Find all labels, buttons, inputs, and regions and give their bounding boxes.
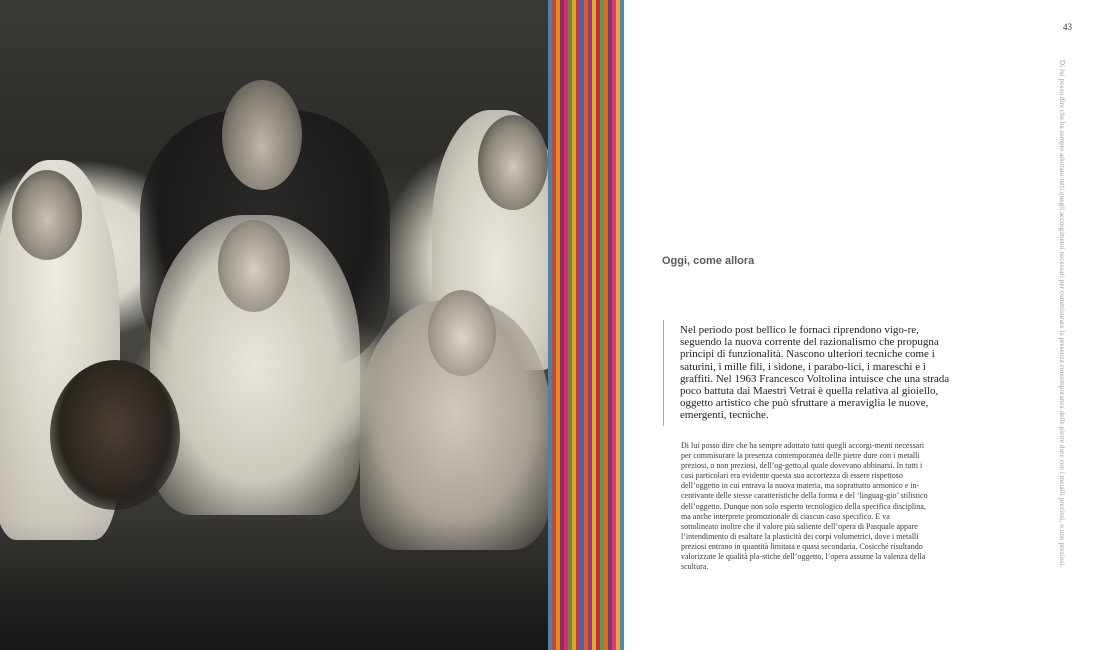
body-text: Di lui posso dire che ha sempre adottato tutti quegli accorgi-menti necessari per commisurare la presenza contemporanea delle pietre dure con i metalli preziosi, o non preziosi, dell’og-getto,al quale dovevano abbinarsi. In tutti i casi particolari era evidente questa sua accortezza di essere rispettoso dell’oggetto in cui entrava la nuova materia, ma soprattutto armonico e in-centivante delle stesse caratteristiche della forma e del ‘linguag-gio’ stilistico dell’oggetto. Dunque non solo esperto tecnologico della specifica disciplina, ma anche interprete promozionale di ciascun caso specifico. E va sottolineato inoltre che il valore più saliente dell’opera di Pasquale appare l’intendimento di esaltare la plasticità dei corpi volumetrici, dove i metalli preziosi entrano in quantità limitata e quasi secondaria. Cosicché risultando valorizzate le qualità pla-stiche dell’oggetto, l’opera assume la valenza della scultura. [681,441,928,572]
color-stripes [548,0,624,650]
stripe [620,0,624,650]
section-title: Oggi, come allora [662,255,755,267]
lead-text: Nel periodo post bellico le fornaci riprendono vigo-re, seguendo la nuova corrente del razionalismo che propugna principi di funzionalità. Nascono ulteriori tecniche come i saturini, i mille fili, i sidone, i parabo-lici, i mareschi e i graffiti. Nel 1963 Francesco Voltolina intuisce che una strada poco battuta dai Maestri Vetrai è quella relativa al gioiello, oggetto artistico che può sfruttare a meraviglia le nuove, emergenti, tecniche. [680,324,950,422]
lead-paragraph [663,320,960,426]
figure-head-woman-left [12,170,82,260]
figure-head-woman-right [478,115,548,210]
grass-shadow [0,520,548,650]
figure-head-man [222,80,302,190]
sidebar-vertical-line: Di lui posso dire che ha sempre adottato tutti quegli accorgimenti necessari per commisurare la presenza contemporanea delle pietre dure con i metalli preziosi, o non preziosi. [1058,60,1066,568]
page-number: 43 [1063,22,1072,32]
sidebar-vertical-text [1058,60,1068,568]
body-paragraph [681,441,929,572]
figure-head-boy-right [428,290,496,376]
dog [50,360,180,510]
figure-head-boy-center [218,220,290,312]
